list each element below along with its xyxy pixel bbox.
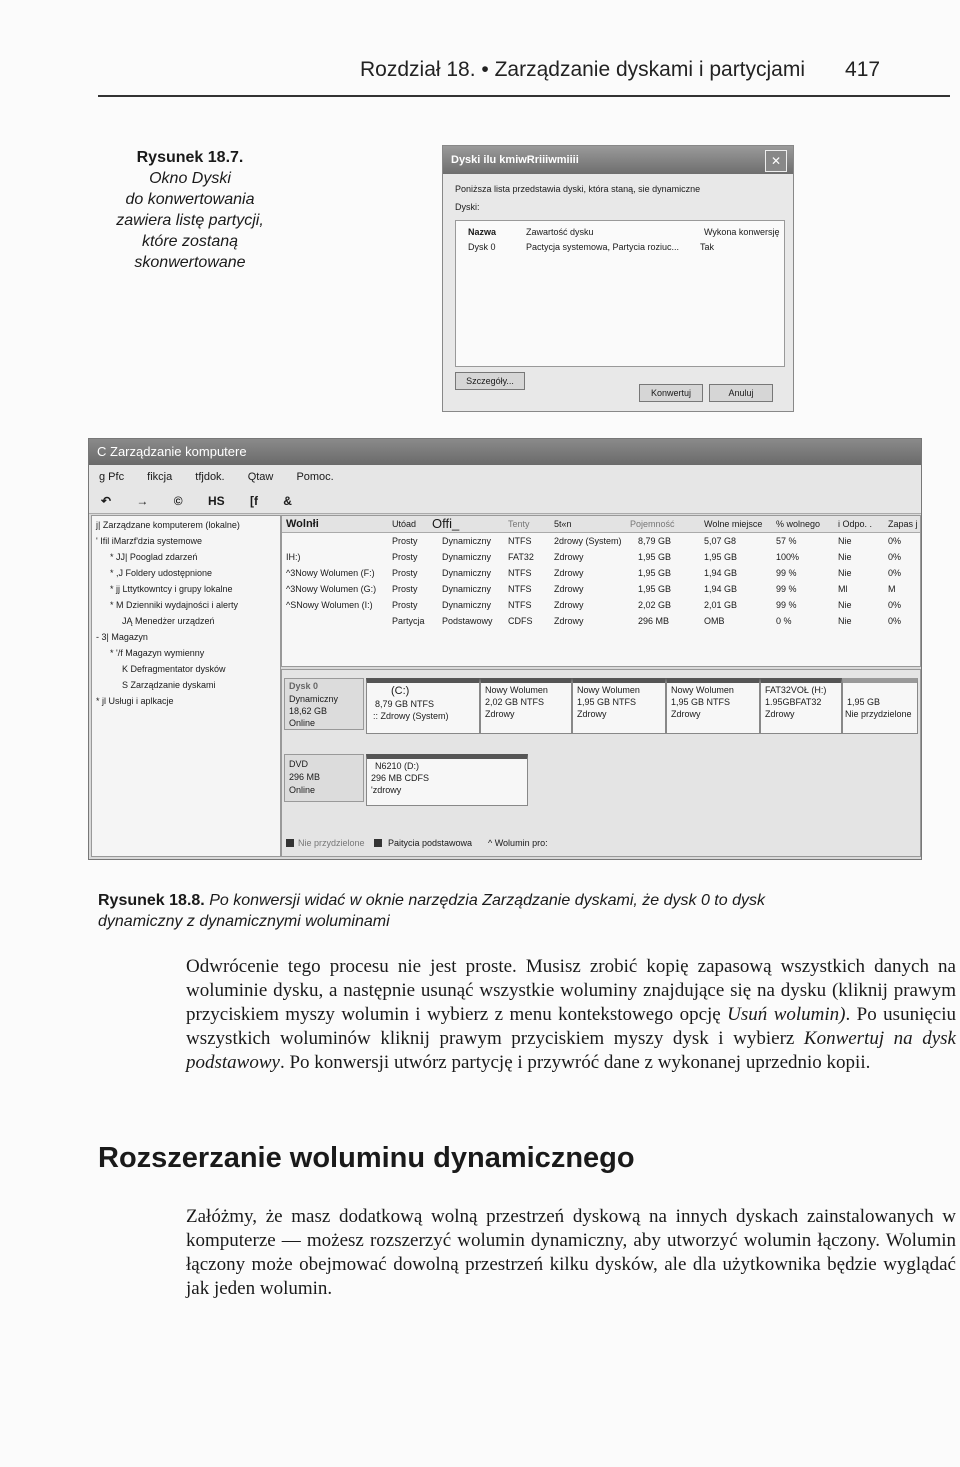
volume-fault-tolerance: Nie — [838, 552, 852, 562]
volume-fault-tolerance: Nie — [838, 536, 852, 546]
figure-7-caption-line: zawiera listę partycji, — [116, 212, 264, 229]
volume-filesystem: NTFS — [508, 600, 532, 610]
cdrom-type: DVD — [289, 759, 309, 769]
header-rule — [98, 95, 950, 97]
volume-free: 1,94 GB — [704, 584, 738, 594]
volume-filesystem: NTFS — [508, 536, 532, 546]
volume-type: Dynamiczny — [442, 536, 492, 546]
computer-management-window — [88, 438, 922, 860]
column-capacity[interactable]: Pojemność — [630, 519, 675, 529]
figure-7-label: Rysunek 18.7. — [136, 149, 244, 166]
volume-percent-free: 99 % — [776, 584, 797, 594]
volume-overhead: M — [888, 584, 896, 594]
window-title: C Zarządzanie komputere — [97, 444, 247, 459]
volume-capacity: 1,95 GB — [638, 584, 672, 594]
volume-layout: Prosty — [392, 568, 418, 578]
legend-primary: Paitycia podstawowa — [388, 838, 473, 848]
volume-percent-free: 99 % — [776, 568, 797, 578]
volume-size: 1,95 GB NTFS — [577, 697, 637, 707]
figure-7-caption-line: Okno Dyski — [149, 170, 231, 187]
paragraph-text: . Po konwersji utwórz partycję i przywróć dane z wykonanej uprzednio kopii. — [279, 1052, 871, 1073]
disk-0-unallocated[interactable] — [842, 678, 918, 734]
volume-layout: Prosty — [392, 552, 418, 562]
tree-item[interactable]: * '/f Magazyn wymienny — [110, 648, 205, 658]
volume-capacity: 1,95 GB — [638, 568, 672, 578]
figure-8-caption-text: Po konwersji widać w oknie narzędzia Zarządzanie dyskami, że dysk 0 to dysk dynamiczny z dynamicznymi woluminami — [98, 892, 765, 930]
volume-percent-free: 100% — [776, 552, 800, 562]
dialog-title: Dyski ilu kmiwRriiiwmiiii — [451, 154, 579, 166]
volume-status: Zdrowy — [554, 584, 584, 594]
volume-type: Dynamiczny — [442, 568, 492, 578]
volume-percent-free: 0 % — [776, 616, 792, 626]
dialog-intro-text: Poniższa lista przedstawia dyski, która staną, sie dynamiczne — [455, 184, 701, 194]
volume-percent-free: 57 % — [776, 536, 797, 546]
properties-icon[interactable]: © — [173, 494, 183, 508]
volume-fault-tolerance: Nie — [838, 600, 852, 610]
close-icon[interactable]: ✕ — [765, 150, 787, 172]
disk-0-volume-h[interactable] — [760, 678, 842, 734]
figure-7-caption-line: które zostaną — [141, 233, 239, 250]
volume-status: Zdrowy — [671, 709, 701, 719]
volume-title: N6210 (D:) — [375, 761, 420, 771]
volume-fault-tolerance: Nie — [838, 568, 852, 578]
window-title-bar — [89, 439, 921, 465]
disk-map — [281, 669, 921, 857]
tree-item[interactable]: * M Dzienniki wydajności i alerty — [110, 600, 239, 610]
volume-capacity: 2,02 GB — [638, 600, 672, 610]
menu-item-action[interactable]: fikcja — [147, 471, 173, 483]
column-name[interactable]: Nazwa — [468, 227, 497, 237]
disk-row-contents: Pactycja systemowa, Partycia roziuc... — [526, 242, 680, 252]
volume-overhead: 0% — [888, 536, 902, 546]
volume-size: 2,02 GB NTFS — [485, 697, 545, 707]
volume-fault-tolerance: Ml — [838, 584, 848, 594]
column-volume[interactable]: Wolnłi — [286, 518, 319, 530]
volume-free: 1,94 GB — [704, 568, 738, 578]
volume-layout: Prosty — [392, 536, 418, 546]
legend-swatch-icon — [374, 839, 382, 847]
volume-list — [281, 515, 921, 667]
volume-type: Dynamiczny — [442, 584, 492, 594]
volume-layout: Prosty — [392, 584, 418, 594]
details-button[interactable]: Szczegóły... — [455, 372, 525, 390]
disks-dialog — [442, 145, 794, 412]
volume-title: Nowy Wolumen — [671, 685, 734, 695]
toolbar — [89, 489, 921, 514]
tree-item[interactable]: * jl Usługi i aplkacje — [96, 696, 174, 706]
volume-type: Dynamiczny — [442, 552, 492, 562]
volume-name: ^3Nowy Wolumen (G:) — [286, 584, 377, 594]
volume-status: Zdrowy — [765, 709, 795, 719]
menu-bar — [89, 465, 921, 489]
tree-item[interactable]: * JJ| Pooglad zdarzeń — [110, 552, 198, 562]
volume-filesystem: CDFS — [508, 616, 533, 626]
disk-0-type: Dynamiczny — [289, 694, 339, 704]
help-icon[interactable]: & — [283, 494, 292, 508]
column-fault-tolerance[interactable]: i Odpo. . — [838, 519, 873, 529]
disk-0-size: 18,62 GB — [289, 706, 328, 716]
volume-size: 1,95 GB NTFS — [671, 697, 731, 707]
column-status[interactable]: 5t«n — [554, 519, 572, 529]
volume-free: 1,95 GB — [704, 552, 738, 562]
volume-size: 1.95GBFAT32 — [765, 697, 822, 707]
disk-0-volume[interactable] — [480, 678, 572, 734]
paragraph-spanned-volume: Załóżmy, że masz dodatkową wolną przestrzeń dyskową na innych dyskach zainstalowanych w komputerze — możesz rozszerzyć wolumin dynamiczny, aby utworzyć wolumin łączony. Wolumin łączony może obejmować dowolną przestrzeń kilku dysków, ale dla użytkownika będzie wyglądać jak jeden wolumin. — [186, 1206, 956, 1299]
volume-free: 5,07 G8 — [704, 536, 737, 546]
volume-overhead: 0% — [888, 616, 902, 626]
figure-8-caption — [98, 890, 798, 932]
legend-swatch-icon — [286, 839, 294, 847]
figure-7-caption-line: do konwertowania — [125, 191, 255, 208]
chapter-title: Rozdział 18. • Zarządzanie dyskami i partycjami — [360, 58, 806, 81]
cdrom-size: 296 MB — [289, 772, 321, 782]
volume-free: 2,01 GB — [704, 600, 738, 610]
tree-item[interactable]: * jj Lttytkowntcy i grupy lokalne — [110, 584, 233, 594]
volume-filesystem: NTFS — [508, 568, 532, 578]
volume-title: FAT32VOŁ (H:) — [765, 685, 827, 695]
volume-name: IH:) — [286, 552, 301, 562]
figure-8-label: Rysunek 18.8. — [98, 892, 205, 909]
volume-size: 296 MB CDFS — [371, 773, 430, 783]
paragraph-reverse-conversion — [186, 955, 956, 1075]
volume-status: 2drowy (System) — [554, 536, 622, 546]
menu-item-view[interactable]: tfjdok. — [195, 471, 225, 483]
menu-item-help[interactable]: Pomoc. — [296, 471, 334, 483]
cdrom-status: Online — [289, 785, 316, 795]
column-convert[interactable]: Wykona konwersję — [704, 227, 780, 237]
disk-row-name[interactable]: Dysk 0 — [468, 242, 496, 252]
volume-name: ^SNowy Wolumen (I:) — [286, 600, 373, 610]
column-free-space[interactable]: Wolne miejsce — [704, 519, 763, 529]
volume-status: Zdrowy — [554, 552, 584, 562]
disk-0-status: Online — [289, 718, 316, 728]
volume-status: Zdrowy — [485, 709, 515, 719]
dialog-body — [443, 174, 793, 411]
volume-fault-tolerance: Nie — [838, 616, 852, 626]
paragraph-text: . Po usunięciu wszystkich woluminów kliknij prawym przyciskiem myszy dysk i wybierz — [186, 1004, 956, 1049]
disk-map-legend — [282, 835, 920, 855]
figure-7-caption-line: skonwertowane — [134, 254, 246, 271]
convert-button[interactable]: Konwertuj — [639, 384, 703, 402]
menu-item-file[interactable]: g Pfc — [99, 471, 125, 483]
volume-status: Zdrowy — [577, 709, 607, 719]
volume-title: (C:) — [391, 685, 410, 697]
page-number: 417 — [845, 58, 881, 81]
disk-0-volume-c[interactable] — [366, 678, 480, 734]
volume-status: Zdrowy — [554, 568, 584, 578]
menu-option-delete-volume: Usuń wolumin) — [727, 1004, 846, 1025]
volume-free: OMB — [704, 616, 725, 626]
tree-item[interactable]: - 3| Magazyn — [96, 632, 148, 642]
column-layout[interactable]: Utóad — [392, 519, 417, 529]
legend-simple-volume: ^ Wolumin pro: — [488, 838, 548, 848]
column-filesystem[interactable]: Tenty — [508, 519, 530, 529]
volume-layout: Prosty — [392, 600, 418, 610]
running-header — [360, 58, 880, 82]
volume-list-header — [282, 516, 920, 533]
volume-capacity: 1,95 GB — [638, 552, 672, 562]
cdrom-volume[interactable] — [366, 754, 528, 806]
legend-unallocated: Nie przydzielone — [298, 838, 365, 848]
cdrom-info[interactable] — [284, 754, 364, 802]
menu-item-window[interactable]: Qtaw — [247, 471, 274, 483]
volume-status: 'zdrowy — [371, 785, 402, 795]
cancel-button[interactable]: Anuluj — [709, 384, 773, 402]
section-heading: Rozszerzanie woluminu dynamicznego — [98, 1142, 635, 1174]
volume-type: Dynamiczny — [442, 600, 492, 610]
volume-overhead: 0% — [888, 600, 902, 610]
volume-title: Nowy Wolumen — [485, 685, 548, 695]
volume-size: 1,95 GB — [847, 697, 881, 707]
tree-item[interactable]: * ,J Foldery udostępnione — [110, 568, 213, 578]
volume-overhead: 0% — [888, 552, 902, 562]
tree-item-disk-management[interactable]: S Zarządzanie dyskami — [122, 680, 216, 690]
disk-row-convert: Tak — [700, 242, 715, 252]
disk-0-volume[interactable] — [572, 678, 666, 734]
column-percent-free[interactable]: % wolnego — [776, 519, 821, 529]
volume-filesystem: FAT32 — [508, 552, 534, 562]
menu-option-convert-basic: Konwertuj na dysk podstawowy — [186, 1028, 956, 1073]
console-tree — [91, 515, 281, 857]
console-tree-icon[interactable]: HS — [207, 494, 225, 508]
tree-item[interactable]: JĄ Menedżer urządzeń — [122, 616, 215, 626]
column-contents[interactable]: Zawartość dysku — [526, 227, 594, 237]
volume-status: Zdrowy — [554, 600, 584, 610]
tree-item[interactable]: j| Zarządzane komputerem (lokalne) — [96, 520, 240, 530]
tree-item[interactable]: K Defragmentator dysków — [122, 664, 226, 674]
column-overhead[interactable]: Zapas j — [888, 519, 918, 529]
volume-type: Podstawowy — [442, 616, 493, 626]
volume-capacity: 296 MB — [638, 616, 670, 626]
volume-status: Zdrowy — [554, 616, 584, 626]
disks-list[interactable] — [455, 220, 785, 367]
disk-0-volume[interactable] — [666, 678, 760, 734]
dialog-title-bar — [443, 146, 793, 174]
disk-0-info[interactable] — [284, 678, 364, 730]
export-icon[interactable]: [f — [249, 494, 258, 508]
disks-list-label: Dyski: — [455, 202, 480, 212]
back-icon[interactable]: ↶ — [101, 494, 112, 508]
figure-7-caption — [90, 147, 290, 273]
forward-icon[interactable]: → — [136, 494, 149, 508]
column-type[interactable]: Offi_ — [432, 516, 460, 531]
volume-status: :: Zdrowy (System) — [373, 711, 449, 721]
volume-filesystem: NTFS — [508, 584, 532, 594]
volume-title: Nowy Wolumen — [577, 685, 640, 695]
volume-size: 8,79 GB NTFS — [375, 699, 435, 709]
tree-item[interactable]: ' Ifil iMarzf'dzia systemowe — [96, 536, 202, 546]
volume-status: Nie przydzielone — [845, 709, 912, 719]
volume-name: ^3Nowy Wolumen (F:) — [286, 568, 375, 578]
paragraph-text: Odwrócenie tego procesu nie jest proste. Musisz zrobić kopię zapasową wszystkich danych na woluminie dysku, a następnie usunąć wszystkie woluminy znajdujące się na dysku (kliknij prawym przyciskiem myszy wolumin i wybierz z menu kontekstowego opcję — [186, 956, 956, 1025]
volume-percent-free: 99 % — [776, 600, 797, 610]
volume-layout: Partycja — [392, 616, 425, 626]
volume-capacity: 8,79 GB — [638, 536, 672, 546]
volume-overhead: 0% — [888, 568, 902, 578]
disk-0-name: Dysk 0 — [289, 681, 319, 691]
